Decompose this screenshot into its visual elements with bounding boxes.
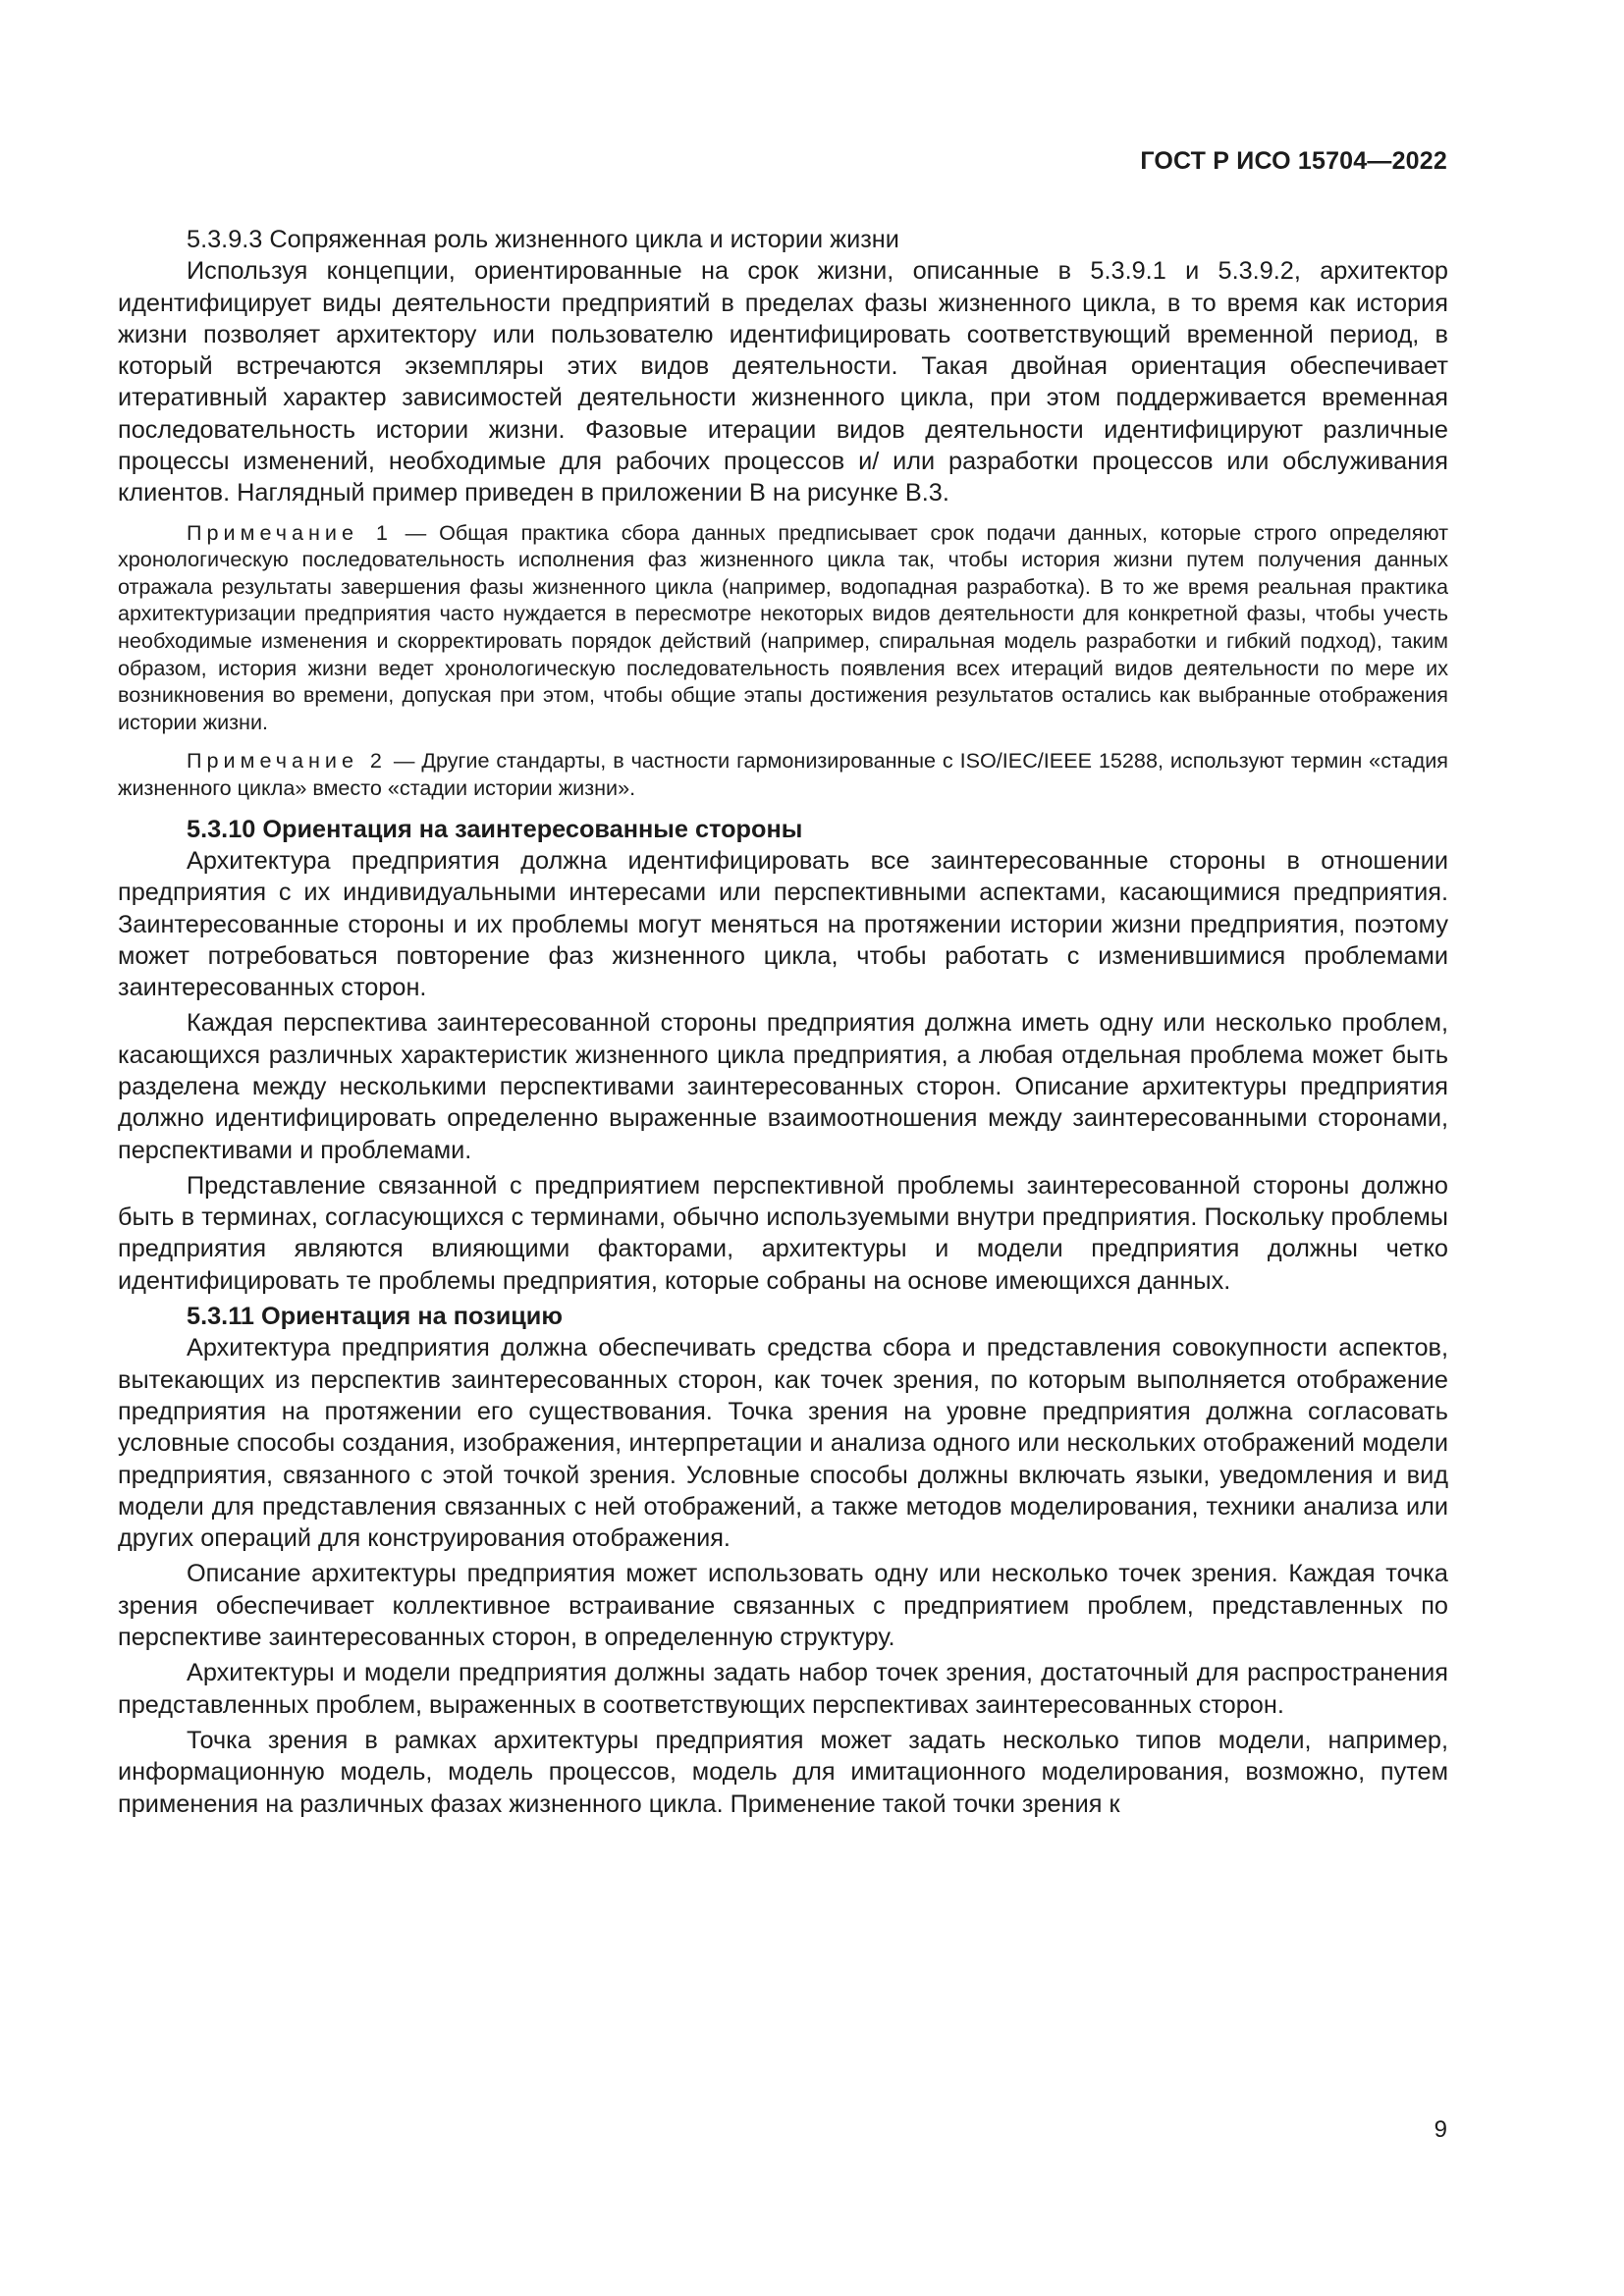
paragraph: Представление связанной с предприятием перспективной проблемы заинтересованной стороны должно быть в терминах, согласующихся с терминами, обычно используемыми внутри предприятия. Поскольку проблемы предприятия являются влияющими факторами, архитектуры и модели предприятия должны четко идентифицировать те проблемы предприятия, которые собраны на основе имеющихся данных.: [118, 1171, 1448, 1295]
note-label: Примечание 1: [187, 519, 393, 545]
paragraph: Архитектуры и модели предприятия должны задать набор точек зрения, достаточный для распространения представленных проблем, выраженных в соответствующих перспективах заинтересованных сторон.: [118, 1659, 1448, 1719]
paragraph: Описание архитектуры предприятия может использовать одну или несколько точек зрения. Каждая точка зрения обеспечивает коллективное встраивание связанных с предприятием проблем, представленных по перспективе заинтересованных сторон, в определенную структуру.: [118, 1560, 1448, 1652]
note-text: — Общая практика сбора данных предписывает срок подачи данных, которые строго определяют хронологическую последовательность исполнения фаз жизненного цикла так, чтобы история жизни путем получения данных отражала результаты завершения фазы жизненного цикла (например, водопадная разработка). В то же время реальная практика архитектуризации предприятия часто нуждается в пересмотре некоторых видов деятельности для конкретной фазы, чтобы учесть необходимые изменения и скорректировать порядок действий (например, спиральная модель разработки и гибкий подход), таким образом, история жизни ведет хронологическую последовательность появления всех итераций видов деятельности по мере их возникновения во времени, допуская при этом, чтобы общие этапы достижения результатов остались как выбранные отображения истории жизни.: [118, 519, 1448, 734]
paragraph: Каждая перспектива заинтересованной стороны предприятия должна иметь одну или несколько проблем, касающихся различных характеристик жизненного цикла предприятия, а любая отдельная проблема может быть разделена между несколькими перспективами заинтересованных сторон. Описание архитектуры предприятия должно идентифицировать определенно выраженные взаимоотношения между заинтересованными сторонами, перспективами и проблемами.: [118, 1009, 1448, 1164]
page-number: 9: [1434, 2116, 1447, 2143]
paragraph: Используя концепции, ориентированные на срок жизни, описанные в 5.3.9.1 и 5.3.9.2, архитектор идентифицирует виды деятельности предприятий в пределах фазы жизненного цикла, в то время как история жизни позволяет архитектору или пользователю идентифицировать соответствующий временной период, в который встречаются экземпляры этих видов деятельности. Такая двойная ориентация обеспечивает итеративный характер зависимостей деятельности жизненного цикла, при этом поддерживается временная последовательность истории жизни. Фазовые итерации видов деятельности идентифицируют различные процессы изменений, необходимые для рабочих процессов и/ или разработки процессов или обслуживания клиентов. Наглядный пример приведен в приложении В на рисунке В.3.: [118, 257, 1448, 507]
paragraph: Архитектура предприятия должна идентифицировать все заинтересованные стороны в отношении предприятия с их индивидуальными интересами или перспективными аспектами, касающимися предприятия. Заинтересованные стороны и их проблемы могут меняться на протяжении истории жизни предприятия, поэтому может потребоваться повторение фаз жизненного цикла, чтобы работать с изменившимися проблемами заинтересованных сторон.: [118, 846, 1448, 1002]
paragraph: Точка зрения в рамках архитектуры предприятия может задать несколько типов модели, например, информационную модель, модель процессов, модель для имитационного моделирования, возможно, путем применения на различных фазах жизненного цикла. Применение такой точки зрения к: [118, 1726, 1448, 1818]
paragraph: Архитектура предприятия должна обеспечивать средства сбора и представления совокупности аспектов, вытекающих из перспектив заинтересованных сторон, как точек зрения, по которым выполняется отображение предприятия на протяжении его существования. Точка зрения на уровне предприятия должна согласовать условные способы создания, изображения, интерпретации и анализа одного или нескольких отображений модели предприятия, связанного с этой точкой зрения. Условные способы должны включать языки, уведомления и вид модели для представления связанных с ней отображений, а также методов моделирования, техники анализа или других операций для конструирования отображения.: [118, 1334, 1448, 1553]
note-2: [118, 747, 1448, 801]
note-label: Примечание 2: [187, 748, 387, 774]
note-text: — Другие стандарты, в частности гармонизированные с ISO/IEC/IEEE 15288, используют термин «стадия жизненного цикла» вместо «стадии истории жизни».: [118, 748, 1448, 801]
section-heading-5311: 5.3.11 Ориентация на позицию: [187, 1303, 563, 1331]
section-heading-5310: 5.3.10 Ориентация на заинтересованные стороны: [187, 815, 803, 843]
document-header: ГОСТ Р ИСО 15704—2022: [1140, 147, 1447, 175]
subsection-heading-5393: 5.3.9.3 Сопряженная роль жизненного цикла и истории жизни: [187, 226, 899, 253]
document-body: [118, 224, 1448, 1824]
note-1: [118, 519, 1448, 736]
